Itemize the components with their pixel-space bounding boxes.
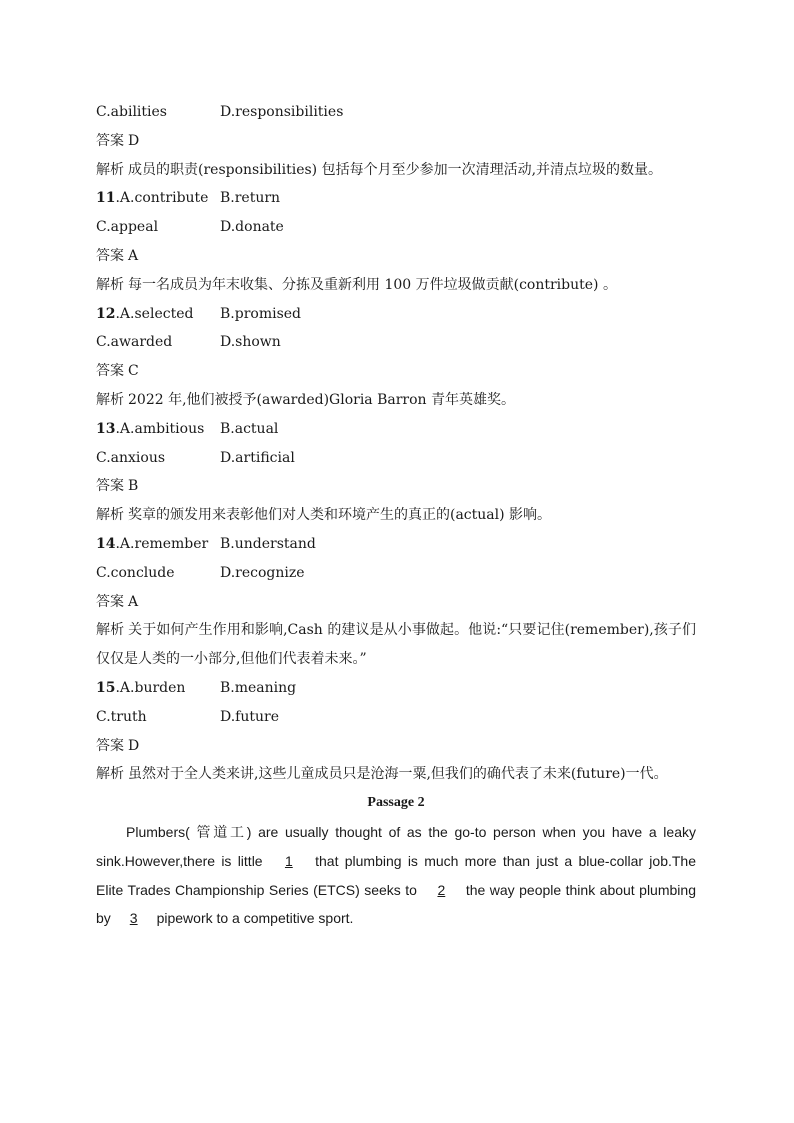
- option-d: D.recognize: [220, 564, 305, 581]
- option-row: [96, 213, 696, 242]
- explanation-label: 解析: [96, 766, 124, 783]
- option-row: [96, 415, 696, 444]
- answer-value: A: [128, 247, 139, 264]
- question-number: 13: [96, 420, 116, 437]
- option-a: 11.A.contribute: [96, 190, 209, 207]
- answer-label: 答案: [96, 737, 124, 754]
- answer-label: 答案: [96, 593, 124, 610]
- option-row: [96, 444, 696, 473]
- explanation-label: 解析: [96, 391, 124, 408]
- option-row: [96, 530, 696, 559]
- option-b: B.actual: [220, 420, 279, 437]
- answer-value: A: [128, 593, 139, 610]
- answer-value: D: [128, 132, 140, 149]
- option-a: 15.A.burden: [96, 679, 186, 696]
- option-a: 12.A.selected: [96, 305, 194, 322]
- explanation-block: [96, 760, 696, 789]
- option-d: D.artificial: [220, 449, 295, 466]
- option-row: [96, 98, 696, 127]
- answer-line: [96, 242, 696, 271]
- blank-3: 3: [129, 910, 138, 927]
- option-d: D.donate: [220, 219, 284, 236]
- explanation-block: [96, 271, 696, 300]
- option-b: B.meaning: [220, 679, 297, 696]
- answer-label: 答案: [96, 247, 124, 264]
- answer-line: [96, 357, 696, 386]
- option-row: [96, 328, 696, 357]
- option-c: C.abilities: [96, 104, 167, 120]
- answer-value: D: [128, 737, 140, 754]
- passage-title: Passage 2: [367, 795, 425, 811]
- answer-value: C: [128, 363, 139, 380]
- option-row: [96, 559, 696, 588]
- explanation-text: 每一名成员为年末收集、分拣及重新利用 100 万件垃圾做贡献(contribute) 。: [128, 276, 617, 293]
- answer-line: [96, 472, 696, 501]
- explanation-text: 虽然对于全人类来讲,这些儿童成员只是沧海一粟,但我们的确代表了未来(future)一代。: [128, 766, 668, 783]
- option-d: D.responsibilities: [220, 104, 344, 120]
- option-row: [96, 184, 696, 213]
- answer-label: 答案: [96, 478, 124, 495]
- option-c: C.appeal: [96, 219, 159, 236]
- answer-label: 答案: [96, 363, 124, 380]
- answer-line: [96, 127, 696, 156]
- explanation-label: 解析: [96, 161, 124, 178]
- option-row: [96, 300, 696, 329]
- explanation-label: 解析: [96, 276, 124, 293]
- option-a: 13.A.ambitious: [96, 420, 205, 437]
- blank-1: 1: [284, 852, 293, 869]
- option-d: D.shown: [220, 334, 281, 351]
- option-b: B.understand: [220, 535, 316, 552]
- option-a: 14.A.remember: [96, 535, 209, 552]
- blank-2: 2: [437, 881, 446, 898]
- option-c: C.anxious: [96, 449, 166, 466]
- explanation-text: 成员的职责(responsibilities) 包括每个月至少参加一次清理活动,并清点垃圾的数量。: [128, 161, 663, 178]
- option-c: C.truth: [96, 708, 147, 725]
- answer-value: B: [128, 478, 139, 495]
- explanation-label: 解析: [96, 507, 124, 524]
- answer-line: [96, 732, 696, 761]
- explanation-text: 关于如何产生作用和影响,Cash 的建议是从小事做起。他说:“只要记住(remember),孩子们仅仅是人类的一小部分,但他们代表着未来。”: [96, 622, 696, 668]
- option-row: [96, 703, 696, 732]
- explanation-block: [96, 616, 696, 674]
- question-number: 14: [96, 535, 116, 552]
- explanation-label: 解析: [96, 622, 125, 639]
- option-b: B.promised: [220, 305, 302, 322]
- question-number: 11: [96, 190, 116, 207]
- question-number: 12: [96, 305, 116, 322]
- passage-body: Plumbers( 管道工) are usually thought of as the go-to person when you have a leaky sink.However,there is little 1 that plumbing is much more than just a blue-collar job.The Elite Trades Championship Series (ETCS) seeks to 2 the way people think about plumbing by 3 pipework to a competitive sport.: [96, 818, 696, 933]
- option-c: C.awarded: [96, 334, 173, 351]
- option-row: [96, 674, 696, 703]
- explanation-text: 2022 年,他们被授予(awarded)Gloria Barron 青年英雄奖。: [128, 391, 516, 408]
- explanation-block: [96, 386, 696, 415]
- option-c: C.conclude: [96, 564, 175, 581]
- option-b: B.return: [220, 190, 281, 207]
- question-number: 15: [96, 679, 116, 696]
- option-d: D.future: [220, 708, 279, 725]
- explanation-block: [96, 156, 696, 185]
- answer-label: 答案: [96, 132, 124, 149]
- document-page: [96, 98, 696, 933]
- explanation-block: [96, 501, 696, 530]
- answer-line: [96, 588, 696, 617]
- explanation-text: 奖章的颁发用来表彰他们对人类和环境产生的真正的(actual) 影响。: [128, 507, 552, 524]
